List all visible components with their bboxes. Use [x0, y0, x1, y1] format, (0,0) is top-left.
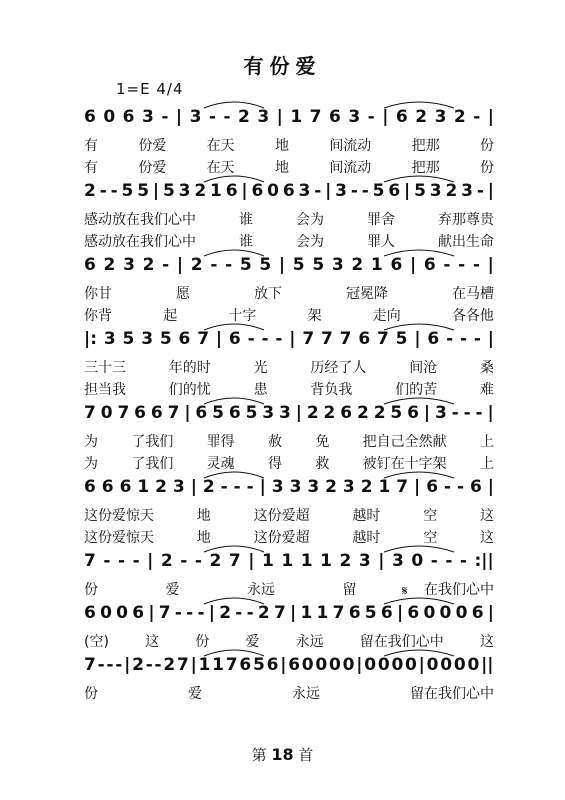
- lyric-line: 三十三 年的时 光 历经了人 间沧 桑: [84, 360, 494, 376]
- lyric-line: 你背 起 十字 架 走向 各各他: [84, 308, 494, 324]
- lyric-line: 担当我 们的忧 患 背负我 们的苦 难: [84, 382, 494, 398]
- lyric-line: 份 爱 永远 留在我们心中: [84, 686, 494, 702]
- page-number-prefix: 第: [251, 746, 267, 764]
- note-line: 6 2 3 2 - | 2 - - 5 5 | 5 5 3 2 1 6 | 6 - - - |: [84, 255, 494, 275]
- page-number: [0, 744, 565, 765]
- segno-icon: 𝄋: [402, 584, 408, 599]
- key-signature: 1=E 4/4: [116, 80, 184, 98]
- lyric-line: 感动放在我们心中 谁 会为 罪人 献出生命: [84, 234, 494, 250]
- note-line: 7 0 7 6 6 7 | 6 5 6 5 3 3 | 2 2 6 2 2 5 6 | 3 - - - |: [84, 403, 494, 423]
- lyric-line: 有 份爱 在天 地 间流动 把那 份: [84, 160, 494, 176]
- lyric-line: 这份爱惊天 地 这份爱超 越时 空 这: [84, 530, 494, 546]
- note-line: 2 - - 5 5 | 5 3 2 1 6 | 6 0 6 3 - | 3 - - 5 6 | 5 3 2 3 - |: [84, 181, 494, 201]
- lyric-line: 感动放在我们心中 谁 会为 罪舍 弃那尊贵: [84, 212, 494, 228]
- note-line: 7 - - - | 2 - - 2 7 | 1 1 7 6 5 6 | 6 0 0 0 0 | 0 0 0 0 | 0 0 0 0 ||: [84, 655, 494, 675]
- lyric-line: 份 爱 永远 留 在我们心中: [84, 582, 494, 598]
- page-number-value: 18: [271, 745, 294, 764]
- note-line: |: 3 5 3 5 6 7 | 6 - - - | 7 7 7 6 7 5 | 6 - - - |: [84, 329, 494, 349]
- lyric-line: 为 了我们 罪得 赦 免 把自己全然献 上: [84, 434, 494, 450]
- note-line: 7 - - - | 2 - - 2 7 | 1 1 1 1 2 3 | 3 0 - - - :||: [84, 551, 494, 571]
- song-title: 有份爱: [243, 54, 322, 78]
- lyric-line: 这份爱惊天 地 这份爱超 越时 空 这: [84, 508, 494, 524]
- note-line: 6 6 6 1 2 3 | 2 - - - | 3 3 3 2 3 2 1 7 | 6 - - 6 |: [84, 477, 494, 497]
- lyric-line: 为 了我们 灵魂 得 救 被钉在十字架 上: [84, 456, 494, 472]
- note-line: 6 0 6 3 - | 3 - - 2 3 | 1 7 6 3 - | 6 2 3 2 - |: [84, 107, 494, 127]
- lyric-line: 你甘 愿 放下 冠冕降 在马槽: [84, 286, 494, 302]
- note-line: 6 0 0 6 | 7 - - - | 2 - - 2 7 | 1 1 7 6 5 6 | 6 0 0 0 6 |: [84, 603, 494, 623]
- lyric-line: (空) 这 份 爱 永远 留在我们心中 这: [84, 634, 494, 650]
- page-number-suffix: 首: [298, 746, 314, 764]
- lyric-line: 有 份爱 在天 地 间流动 把那 份: [84, 138, 494, 154]
